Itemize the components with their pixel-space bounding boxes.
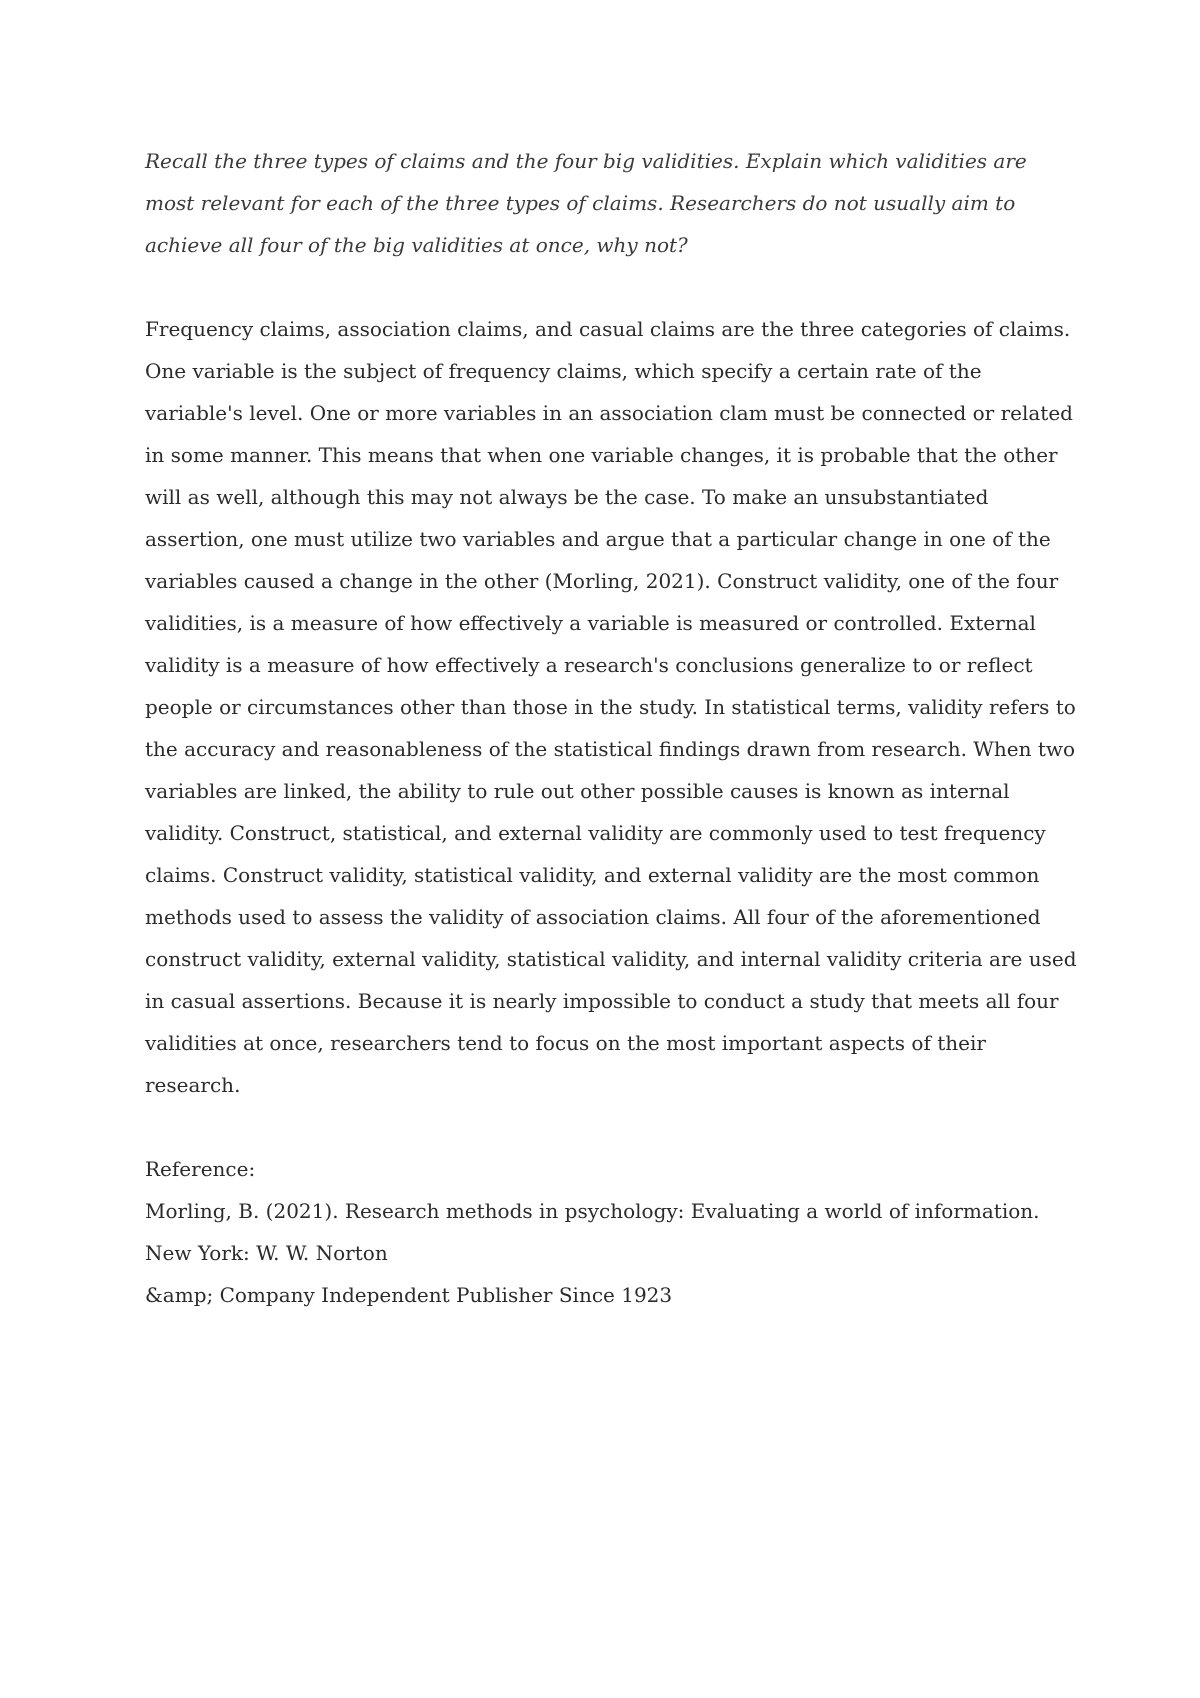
reference-line-1: Morling, B. (2021). Research methods in psychology: Evaluating a world of information. (145, 1199, 1040, 1223)
reference-section (145, 1148, 1080, 1316)
answer-paragraph: Frequency claims, association claims, and casual claims are the three categories of claims. One variable is the subject of frequency claims, which specify a certain rate of the variable's level. One or more variables in an association clam must be connected or related in some manner. This means that when one variable changes, it is probable that the other will as well, although this may not always be the case. To make an unsubstantiated assertion, one must utilize two variables and argue that a particular change in one of the variables caused a change in the other (Morling, 2021). Construct validity, one of the four validities, is a measure of how effectively a variable is measured or controlled. External validity is a measure of how effectively a research's conclusions generalize to or reflect people or circumstances other than those in the study. In statistical terms, validity refers to the accuracy and reasonableness of the statistical findings drawn from research. When two variables are linked, the ability to rule out other possible causes is known as internal validity. Construct, statistical, and external validity are commonly used to test frequency claims. Construct validity, statistical validity, and external validity are the most common methods used to assess the validity of association claims. All four of the aforementioned construct validity, external validity, statistical validity, and internal validity criteria are used in casual assertions. Because it is nearly impossible to conduct a study that meets all four validities at once, researchers tend to focus on the most important aspects of their research. (145, 317, 1077, 1097)
assignment-prompt: Recall the three types of claims and the four big validities. Explain which validities are most relevant for each of the three types of claims. Researchers do not usually aim to achieve all four of the big validities at once, why not? (145, 149, 1027, 257)
reference-line-2: New York: W. W. Norton (145, 1241, 388, 1265)
reference-line-3: &amp; Company Independent Publisher Since 1923 (145, 1283, 673, 1307)
reference-heading: Reference: (145, 1157, 256, 1181)
document-body (145, 140, 1080, 1316)
